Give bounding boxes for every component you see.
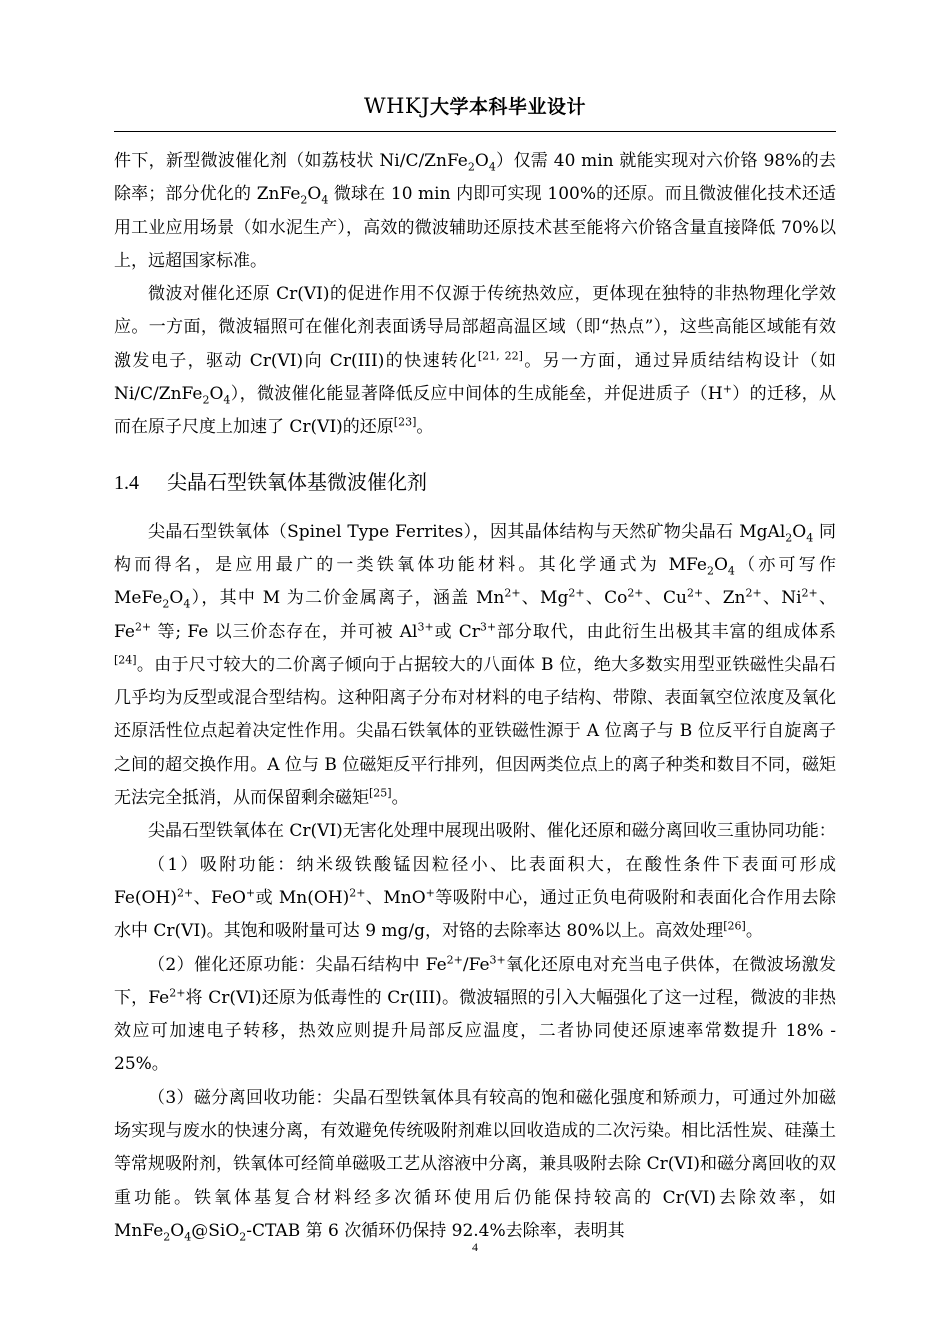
paragraph-continued: 件下，新型微波催化剂（如荔枝状 $Ni/C/ZnFe_2O_4$）仅需 40 min 就能实现对六价铬 98%的去除率；部分优化的 $ZnFe_2O_4$ 微球在 10 min 内即可实现 100%的还原。而且微波催化技术还适用工业应用场景（如水泥生产），高效的微波辅助还原技术甚至能将六价铬含量直接降低 70%以上，远超国家标准。 <box>114 151 837 271</box>
section-heading <box>114 467 836 498</box>
document-body <box>114 145 836 1248</box>
paragraph-microwave-effect: 微波对催化还原 Cr(VI)的促进作用不仅源于传统热效应，更体现在独特的非热物理化学效应。一方面，微波辐照可在催化剂表面诱导局部超高温区域（即“热点”），这些高能区域能有效激发电子，驱动 Cr(VI)向 Cr(III)的快速转化[21, 22]。另一方面，通过异质结结构设计（如 $Ni/C/ZnFe_2O_4$），微波催化能显著降低反应中间体的生成能垒，并促进质子（H+）的迁移，从而在原子尺度上加速了 Cr(VI)的还原[23]。 <box>114 284 837 438</box>
paragraph-spinel-intro: 尖晶石型铁氧体（Spinel Type Ferrites），因其晶体结构与天然矿物尖晶石 $MgAl_2O_4$ 同构而得名，是应用最广的一类铁氧体功能材料。其化学通式为 $MFe_2O_4$（亦可写作 $MeFe_2O_4$），其中 M 为二价金属离子，涵盖 $Mn^{2+}$、$Mg^{2+}$、$Co^{2+}$、$Cu^{2+}$、$Zn^{2+}$、$Ni^{2+}$、$Fe^{2+}$ 等; Fe 以三价态存在，并可被 $Al^{3+}$或 $Cr^{3+}$部分取代，由此衍生出极其丰富的组成体系[24]。由于尺寸较大的二价离子倾向于占据较大的八面体 B 位，绝大多数实用型亚铁磁性尖晶石几乎均为反型或混合型结构。这种阳离子分布对材料的电子结构、带隙、表面氧空位浓度及氧化还原活性位点起着决定性作用。尖晶石铁氧体的亚铁磁性源于 A 位离子与 B 位反平行自旋离子之间的超交换作用。A 位与 B 位磁矩反平行排列，但因两类位点上的离子种类和数目不同，磁矩无法完全抵消，从而保留剩余磁矩[25]。 <box>114 521 837 809</box>
header-rule <box>114 131 836 132</box>
header-prefix: WHKJ <box>363 94 430 118</box>
section-title: 尖晶石型铁氧体基微波催化剂 <box>167 469 427 494</box>
page-header <box>114 92 836 119</box>
paragraph-catalytic-reduction: （2）催化还原功能：尖晶石结构中 $Fe^{2+}/Fe^{3+}$氧化还原电对充当电子供体，在微波场激发下，$Fe^{2+}$将 Cr(VI)还原为低毒性的 Cr(III)。微波辐照的引入大幅强化了这一过程，微波的非热效应可加速电子转移，热效应则提升局部反应温度，二者协同使还原速率常数提升 18% - 25%。 <box>114 952 836 1075</box>
paragraph-adsorption: （1）吸附功能：纳米级铁酸锰因粒径小、比表面积大，在酸性条件下表面可形成 Fe(OH)$^{2+}$、FeO+或 Mn(OH)$^{2+}$、MnO+等吸附中心，通过正负电荷吸附和表面化合作用去除水中 Cr(VI)。其饱和吸附量可达 9 mg/g，对铬的去除率达 80%以上。高效处理[26]。 <box>114 854 836 942</box>
paragraph-triple-function: 尖晶石型铁氧体在 Cr(VI)无害化处理中展现出吸附、催化还原和磁分离回收三重协同功能： <box>148 821 836 842</box>
paragraph-magnetic-separation: （3）磁分离回收功能：尖晶石型铁氧体具有较高的饱和磁化强度和矫顽力，可通过外加磁场实现与废水的快速分离，有效避免传统吸附剂难以回收造成的二次污染。相比活性炭、硅藻土等常规吸附剂，铁氧体可经简单磁吸工艺从溶液中分离，兼具吸附去除 Cr(VI)和磁分离回收的双重功能。铁氧体基复合材料经多次循环使用后仍能保持较高的 Cr(VI)去除效率，如 $MnFe_2O_4@SiO_2$-CTAB 第 6 次循环仍保持 92.4%去除率，表明其 <box>114 1087 836 1244</box>
header-title: 大学本科毕业设计 <box>430 96 587 118</box>
section-number: 1.4 <box>114 471 139 494</box>
page-number: 4 <box>472 1240 478 1254</box>
